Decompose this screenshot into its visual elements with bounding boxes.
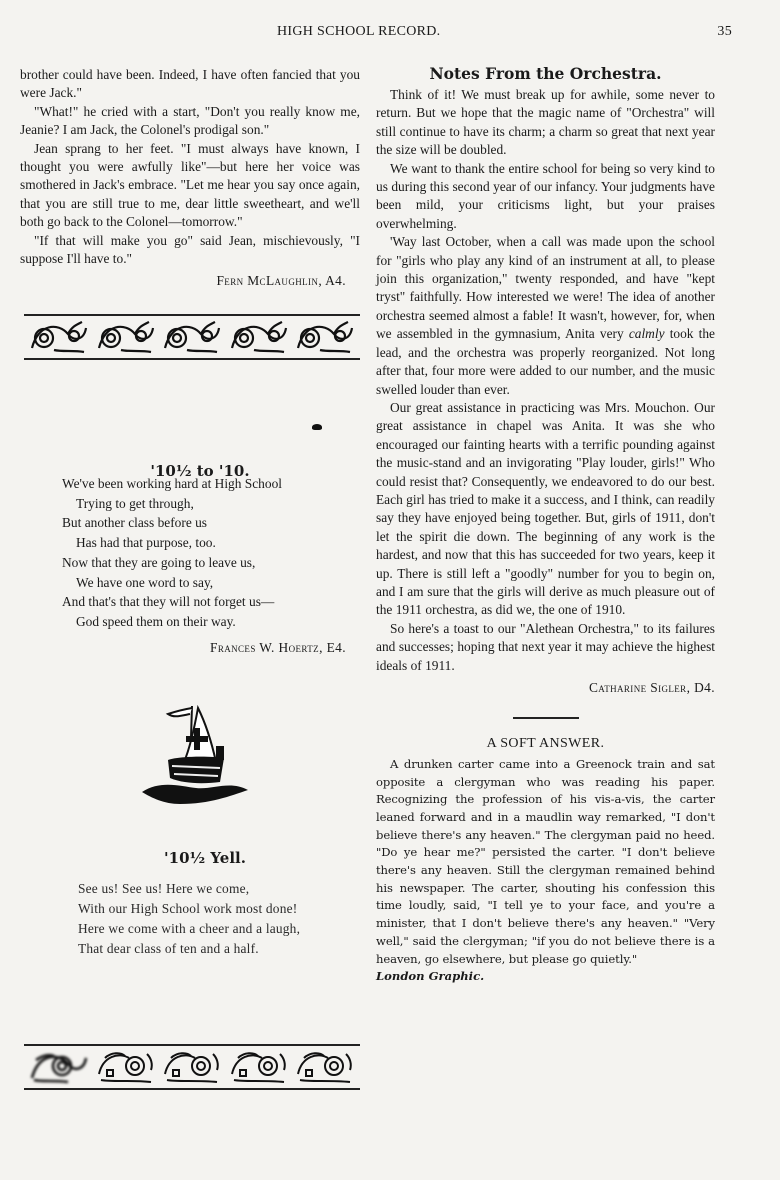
poem-signature-block xyxy=(20,635,346,657)
acanthus-scroll-ornament-icon xyxy=(228,1048,290,1086)
yell-body xyxy=(78,879,378,959)
yell-title: '10½ Yell. xyxy=(164,849,246,867)
ornamental-border-top xyxy=(24,314,360,360)
poem-line: But another class before us xyxy=(62,515,208,531)
article-paragraph: Think of it! We must break up for awhile, some never to return. But we hope that the magic name of "Orchestra" will still continue to have its charm; a charm so great that next year the size will be doubled. xyxy=(376,87,715,158)
article-title-soft-answer: A SOFT ANSWER. xyxy=(486,736,605,752)
poem-body xyxy=(62,474,362,632)
poem-line: We have one word to say, xyxy=(76,574,214,590)
article-paragraph: Our great assistance in practicing was Mrs. Mouchon. Our great assistance in chapel was Anita. It was she who encouraged our fainting hearts with a terrific pounding against the music-stand and an invigorating "Play louder, girls!" Who could resist that? Consequently, we endeavored to do our best. Each girl has tried to make it a success, and I think, can readily say they have enjoyed being together. But, girls of 1911, don't let the spirit die down. The beginning of any work is the hardest, and now that this has succeeded for two years, keep it up. There is still left a "goodly" number for you to begin on, and I am sure that the girls will derive as much pleasure out of the 1911 orchestra, as did we, the one of 1910. xyxy=(376,399,715,618)
poem-line: God speed them on their way. xyxy=(76,613,236,629)
soft-answer-article xyxy=(376,735,715,986)
running-header xyxy=(0,24,780,44)
acanthus-scroll-ornament-icon xyxy=(228,318,290,356)
acanthus-scroll-ornament-icon xyxy=(28,318,90,356)
yell-line: With our High School work most done! xyxy=(78,901,298,916)
poem-line: Trying to get through, xyxy=(76,495,194,511)
yell-line: That dear class of ten and a half. xyxy=(78,941,259,956)
acanthus-scroll-ornament-icon xyxy=(294,318,356,356)
article-paragraph: A drunken carter came into a Greenock train and sat opposite a clergyman who was reading his paper. Recognizing the profession of his vis-a-vis, the carter leaned forward and in a maudlin way remarked, "I don't believe there's any heaven." The clergyman paid no heed. "Do ye hear me?" persisted the carter. "I don't believe there's any heaven. Still the clergyman remained behind his newspaper. The carter, shouting his confession this time loudly, said, "I tell ye to your face, and you're a minister, that I don't believe there's any heaven." "Very well," said the clergyman; "if you do not believe there is a heaven, go elsewhere, but please go quietly." xyxy=(376,756,715,966)
article-title-orchestra: Notes From the Orchestra. xyxy=(429,64,662,83)
acanthus-scroll-ornament-icon xyxy=(161,1048,223,1086)
sailing-ship-icon xyxy=(140,700,250,810)
yell-line: Here we come with a cheer and a laugh, xyxy=(78,921,301,936)
poem-line: Has had that purpose, too. xyxy=(76,535,216,551)
ink-speck xyxy=(312,424,322,430)
yell-line: See us! See us! Here we come, xyxy=(78,881,250,896)
poem-line: Now that they are going to leave us, xyxy=(62,554,256,570)
source-credit: London Graphic. xyxy=(376,969,485,984)
acanthus-scroll-ornament-icon xyxy=(95,1048,157,1086)
article-paragraph: We want to thank the entire school for being so very kind to us during this second year of our infancy. Your judgments have been mild, your criticisms light, but your praises overwhelming. xyxy=(376,160,715,231)
article-paragraph xyxy=(376,233,715,399)
story-paragraph: brother could have been. Indeed, I have often fancied that you were Jack." xyxy=(20,67,360,101)
page-number: 35 xyxy=(717,24,732,39)
poem-title: '10½ to '10. xyxy=(150,462,250,480)
story-paragraph: "If that will make you go" said Jean, mischievously, "I suppose I'll have to." xyxy=(20,232,360,267)
poem-signature: Frances W. Hoertz, E4. xyxy=(209,640,346,655)
story-continuation xyxy=(20,66,360,291)
poem-line: We've been working hard at High School xyxy=(62,476,282,491)
acanthus-scroll-ornament-icon xyxy=(294,1048,356,1086)
orchestra-article xyxy=(376,86,715,986)
poem-line: And that's that they will not forget us— xyxy=(62,594,275,610)
story-paragraph: "What!" he cried with a start, "Don't you really know me, Jeanie? I am Jack, the Colonel's prodigal son." xyxy=(20,103,360,138)
emphasis-text: calmly xyxy=(628,326,665,342)
ornamental-border-bottom xyxy=(24,1044,360,1090)
acanthus-scroll-ornament-icon xyxy=(95,318,157,356)
story-paragraph: Jean sprang to her feet. "I must always have known, I thought you were awfully like"—but here her voice was smothered in Jack's embrace. "Let me hear you say once again, that you are still true to me, dear little sweetheart, and we'll both go back to the Colonel—tomorrow." xyxy=(20,140,360,230)
acanthus-scroll-ornament-icon xyxy=(161,318,223,356)
section-divider xyxy=(513,717,579,719)
story-signature: Fern McLaughlin, A4. xyxy=(216,273,346,289)
acanthus-scroll-ornament-icon xyxy=(28,1048,90,1086)
article-paragraph: So here's a toast to our "Alethean Orchestra," to its failures and successes; hoping that next year it may achieve the highest ideals of 1911. xyxy=(376,620,715,673)
publication-title: HIGH SCHOOL RECORD. xyxy=(277,24,441,39)
article-signature: Catharine Sigler, D4. xyxy=(588,680,715,695)
paragraph-text: 'Way last October, when a call was made upon the school for "girls who play any kind of an instrument at all, to please join this organization," twenty responded, and have "kept tryst" faithfully. How interested we were! The idea of another orchestra seemed almost a fable! It wasn't, however, for, when we assembled in the gymnasium, Anita very xyxy=(376,234,715,342)
paragraph-text: took the lead, and the orchestra was properly reorganized. Not long after that, four more were added to our number, and the music swelled louder than ever. xyxy=(376,326,715,397)
